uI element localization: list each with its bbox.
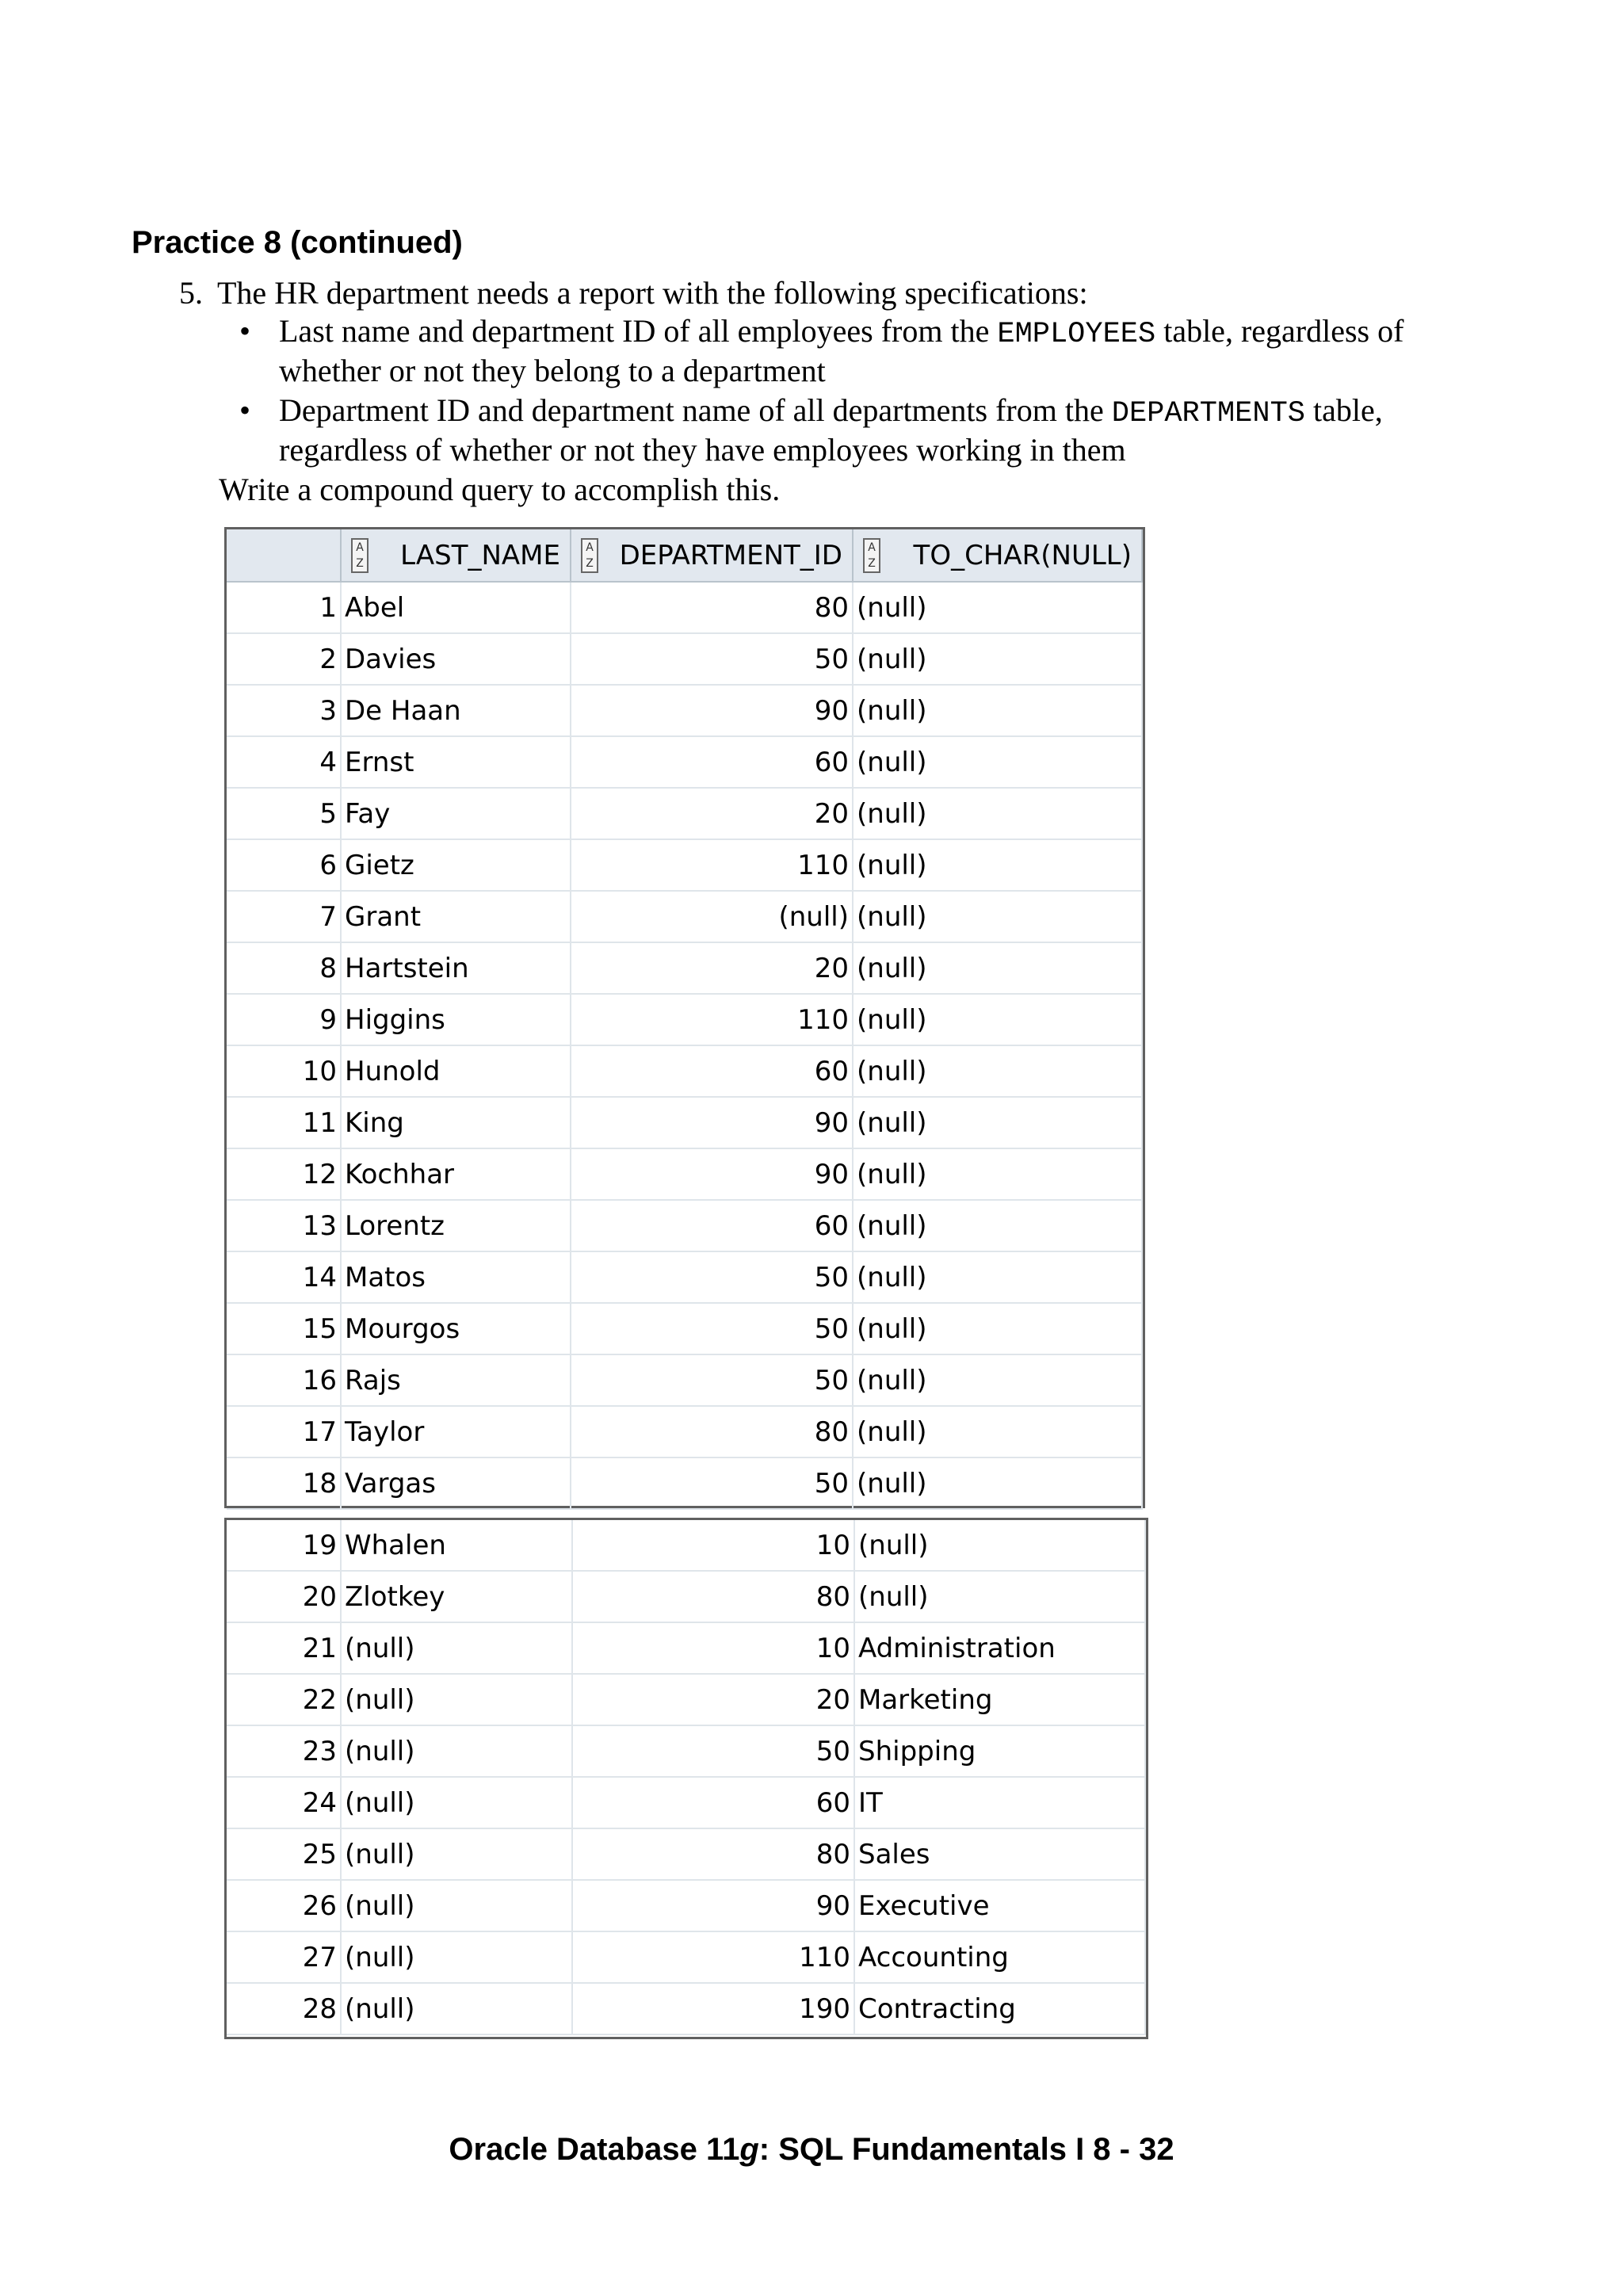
table-row[interactable] bbox=[227, 839, 1142, 891]
to-char-cell: (null) bbox=[853, 633, 1142, 685]
row-number: 12 bbox=[227, 1148, 341, 1200]
to-char-cell: (null) bbox=[854, 1571, 1145, 1622]
department-id-cell: 20 bbox=[571, 788, 853, 839]
to-char-cell: (null) bbox=[853, 994, 1142, 1045]
table-row[interactable] bbox=[227, 788, 1142, 839]
last-name-cell: Fay bbox=[341, 788, 571, 839]
table-row[interactable] bbox=[227, 994, 1142, 1045]
table-row[interactable] bbox=[227, 633, 1142, 685]
row-number: 7 bbox=[227, 891, 341, 942]
row-number: 13 bbox=[227, 1200, 341, 1251]
row-number: 9 bbox=[227, 994, 341, 1045]
last-name-cell: Matos bbox=[341, 1251, 571, 1303]
to-char-cell: (null) bbox=[853, 788, 1142, 839]
to-char-cell: (null) bbox=[853, 891, 1142, 942]
to-char-cell: Sales bbox=[854, 1828, 1145, 1880]
department-id-cell: 110 bbox=[572, 1931, 854, 1983]
table-row[interactable] bbox=[227, 1200, 1142, 1251]
to-char-cell: (null) bbox=[853, 1406, 1142, 1457]
department-id-cell: 110 bbox=[571, 994, 853, 1045]
last-name-cell: Rajs bbox=[341, 1354, 571, 1406]
row-number: 4 bbox=[227, 736, 341, 788]
to-char-cell: (null) bbox=[853, 1200, 1142, 1251]
row-number: 18 bbox=[227, 1457, 341, 1509]
row-number-header bbox=[227, 529, 341, 582]
department-id-cell: 190 bbox=[572, 1983, 854, 2034]
table-row[interactable] bbox=[227, 1931, 1145, 1983]
department-id-cell: 20 bbox=[572, 1674, 854, 1725]
department-id-cell: 90 bbox=[571, 1148, 853, 1200]
last-name-cell: King bbox=[341, 1097, 571, 1148]
table-row[interactable] bbox=[227, 1828, 1145, 1880]
table-row[interactable] bbox=[227, 1097, 1142, 1148]
department-id-cell: 50 bbox=[571, 1251, 853, 1303]
department-id-cell: 110 bbox=[571, 839, 853, 891]
last-name-cell: Higgins bbox=[341, 994, 571, 1045]
to-char-cell: Contracting bbox=[854, 1983, 1145, 2034]
last-name-cell: Mourgos bbox=[341, 1303, 571, 1354]
row-number: 27 bbox=[227, 1931, 341, 1983]
table-row[interactable] bbox=[227, 1983, 1145, 2034]
sort-az-icon[interactable]: A Z bbox=[863, 538, 880, 573]
table-row[interactable] bbox=[227, 1354, 1142, 1406]
table-row[interactable] bbox=[227, 1725, 1145, 1777]
row-number: 25 bbox=[227, 1828, 341, 1880]
sort-az-icon[interactable]: A Z bbox=[351, 538, 369, 573]
department-id-cell: 50 bbox=[571, 1303, 853, 1354]
last-name-cell: Vargas bbox=[341, 1457, 571, 1509]
department-id-cell: 80 bbox=[572, 1571, 854, 1622]
table-row[interactable] bbox=[227, 1520, 1145, 1571]
table-row[interactable] bbox=[227, 1045, 1142, 1097]
last-name-cell: De Haan bbox=[341, 685, 571, 736]
to-char-cell: (null) bbox=[853, 1303, 1142, 1354]
to-char-cell: (null) bbox=[853, 1457, 1142, 1509]
table-row[interactable] bbox=[227, 1880, 1145, 1931]
row-number: 28 bbox=[227, 1983, 341, 2034]
last-name-cell: Abel bbox=[341, 582, 571, 633]
to-char-cell: Executive bbox=[854, 1880, 1145, 1931]
department-id-cell: 60 bbox=[571, 1200, 853, 1251]
row-number: 1 bbox=[227, 582, 341, 633]
table-row[interactable] bbox=[227, 685, 1142, 736]
last-name-cell: (null) bbox=[341, 1725, 572, 1777]
column-header-last-name[interactable]: A Z LAST_NAME bbox=[341, 529, 571, 582]
last-name-cell: (null) bbox=[341, 1880, 572, 1931]
to-char-cell: (null) bbox=[853, 1251, 1142, 1303]
table-row[interactable] bbox=[227, 1251, 1142, 1303]
department-id-cell: 60 bbox=[572, 1777, 854, 1828]
row-number: 6 bbox=[227, 839, 341, 891]
to-char-cell: (null) bbox=[853, 1045, 1142, 1097]
grid-header-row bbox=[227, 529, 1142, 582]
last-name-cell: Hartstein bbox=[341, 942, 571, 994]
column-header-department-id[interactable]: A Z DEPARTMENT_ID bbox=[571, 529, 853, 582]
bullet-1-line-1: Last name and department ID of all employees from the EMPLOYEES table, regardless of bbox=[279, 313, 1404, 351]
last-name-cell: Davies bbox=[341, 633, 571, 685]
results-grid-part-2 bbox=[224, 1518, 1148, 2039]
department-id-cell: 50 bbox=[571, 633, 853, 685]
table-row[interactable] bbox=[227, 1622, 1145, 1674]
to-char-cell: Marketing bbox=[854, 1674, 1145, 1725]
table-row[interactable] bbox=[227, 1303, 1142, 1354]
to-char-cell: Administration bbox=[854, 1622, 1145, 1674]
department-id-cell: 10 bbox=[572, 1622, 854, 1674]
bullet-1-line-2: whether or not they belong to a department bbox=[279, 353, 826, 388]
row-number: 26 bbox=[227, 1880, 341, 1931]
row-number: 21 bbox=[227, 1622, 341, 1674]
column-header-to-char-null[interactable]: A Z TO_CHAR(NULL) bbox=[853, 529, 1142, 582]
row-number: 15 bbox=[227, 1303, 341, 1354]
bullet-marker: • bbox=[239, 392, 251, 428]
row-number: 3 bbox=[227, 685, 341, 736]
department-id-cell: 60 bbox=[571, 1045, 853, 1097]
last-name-cell: (null) bbox=[341, 1828, 572, 1880]
row-number: 2 bbox=[227, 633, 341, 685]
department-id-cell: 50 bbox=[571, 1354, 853, 1406]
last-name-cell: Grant bbox=[341, 891, 571, 942]
row-number: 14 bbox=[227, 1251, 341, 1303]
table-row[interactable] bbox=[227, 1457, 1142, 1509]
last-name-cell: Hunold bbox=[341, 1045, 571, 1097]
bullet-marker: • bbox=[239, 313, 251, 349]
row-number: 11 bbox=[227, 1097, 341, 1148]
department-id-cell: 80 bbox=[572, 1828, 854, 1880]
department-id-cell: 10 bbox=[572, 1520, 854, 1571]
to-char-cell: (null) bbox=[853, 685, 1142, 736]
department-id-cell: 60 bbox=[571, 736, 853, 788]
row-number: 10 bbox=[227, 1045, 341, 1097]
table-row[interactable] bbox=[227, 736, 1142, 788]
question-closing: Write a compound query to accomplish this. bbox=[219, 472, 781, 507]
department-id-cell: 90 bbox=[571, 1097, 853, 1148]
table-row[interactable] bbox=[227, 1674, 1145, 1725]
last-name-cell: (null) bbox=[341, 1777, 572, 1828]
page-heading: Practice 8 (continued) bbox=[132, 225, 463, 260]
question-number: 5. bbox=[179, 275, 203, 311]
to-char-cell: (null) bbox=[853, 839, 1142, 891]
row-number: 24 bbox=[227, 1777, 341, 1828]
table-row[interactable] bbox=[227, 1571, 1145, 1622]
to-char-cell: IT bbox=[854, 1777, 1145, 1828]
bullet-2-line-1: Department ID and department name of all departments from the DEPARTMENTS table, bbox=[279, 392, 1383, 430]
row-number: 20 bbox=[227, 1571, 341, 1622]
last-name-cell: (null) bbox=[341, 1674, 572, 1725]
department-id-cell: (null) bbox=[571, 891, 853, 942]
to-char-cell: Accounting bbox=[854, 1931, 1145, 1983]
row-number: 19 bbox=[227, 1520, 341, 1571]
last-name-cell: (null) bbox=[341, 1622, 572, 1674]
department-id-cell: 20 bbox=[571, 942, 853, 994]
row-number: 17 bbox=[227, 1406, 341, 1457]
last-name-cell: Taylor bbox=[341, 1406, 571, 1457]
table-row[interactable] bbox=[227, 942, 1142, 994]
table-row[interactable] bbox=[227, 1777, 1145, 1828]
table-row[interactable] bbox=[227, 1406, 1142, 1457]
last-name-cell: Lorentz bbox=[341, 1200, 571, 1251]
sort-az-icon[interactable]: A Z bbox=[581, 538, 598, 573]
results-grid-part-1 bbox=[224, 527, 1145, 1508]
row-number: 5 bbox=[227, 788, 341, 839]
row-number: 22 bbox=[227, 1674, 341, 1725]
question-intro: The HR department needs a report with the following specifications: bbox=[217, 275, 1088, 311]
row-number: 16 bbox=[227, 1354, 341, 1406]
to-char-cell: (null) bbox=[853, 736, 1142, 788]
code-departments: DEPARTMENTS bbox=[1111, 397, 1305, 430]
to-char-cell: (null) bbox=[853, 1354, 1142, 1406]
last-name-cell: Kochhar bbox=[341, 1148, 571, 1200]
last-name-cell: (null) bbox=[341, 1983, 572, 2034]
bullet-2-line-2: regardless of whether or not they have employees working in them bbox=[279, 432, 1126, 468]
to-char-cell: Shipping bbox=[854, 1725, 1145, 1777]
last-name-cell: Whalen bbox=[341, 1520, 572, 1571]
department-id-cell: 50 bbox=[572, 1725, 854, 1777]
row-number: 23 bbox=[227, 1725, 341, 1777]
code-employees: EMPLOYEES bbox=[997, 318, 1156, 351]
page-footer: Oracle Database 11g: SQL Fundamentals I 8 - 32 bbox=[449, 2132, 1174, 2167]
to-char-cell: (null) bbox=[854, 1520, 1145, 1571]
last-name-cell: Zlotkey bbox=[341, 1571, 572, 1622]
table-row[interactable] bbox=[227, 891, 1142, 942]
row-number: 8 bbox=[227, 942, 341, 994]
table-row[interactable] bbox=[227, 1148, 1142, 1200]
last-name-cell: Gietz bbox=[341, 839, 571, 891]
last-name-cell: Ernst bbox=[341, 736, 571, 788]
department-id-cell: 90 bbox=[572, 1880, 854, 1931]
to-char-cell: (null) bbox=[853, 942, 1142, 994]
to-char-cell: (null) bbox=[853, 1097, 1142, 1148]
to-char-cell: (null) bbox=[853, 582, 1142, 633]
department-id-cell: 80 bbox=[571, 1406, 853, 1457]
last-name-cell: (null) bbox=[341, 1931, 572, 1983]
department-id-cell: 90 bbox=[571, 685, 853, 736]
table-row[interactable] bbox=[227, 582, 1142, 633]
department-id-cell: 80 bbox=[571, 582, 853, 633]
department-id-cell: 50 bbox=[571, 1457, 853, 1509]
to-char-cell: (null) bbox=[853, 1148, 1142, 1200]
